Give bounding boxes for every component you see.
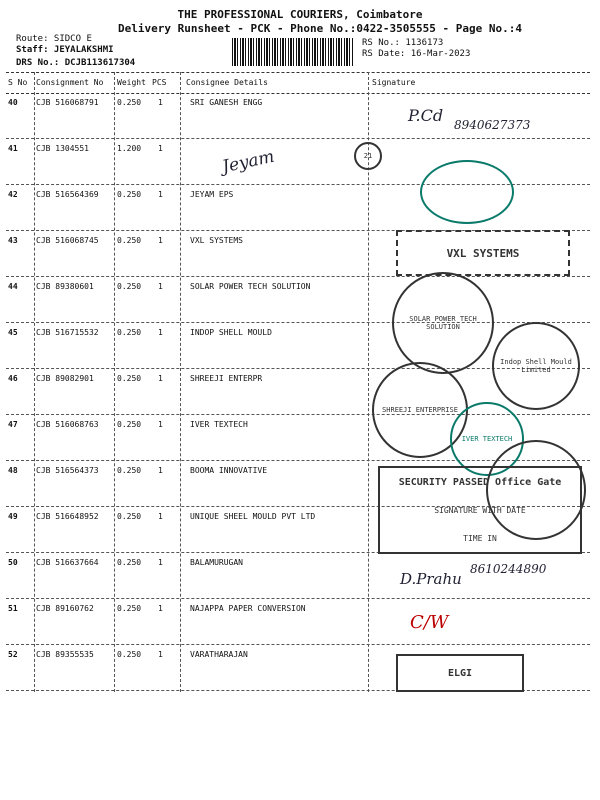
row-consignment: CJB 89082901 <box>36 374 94 383</box>
shreeji-stamp-text: SHREEJI ENTERPRISE <box>382 406 458 414</box>
row-consignee: IVER TEXTECH <box>190 420 248 429</box>
row-pcs: 1 <box>158 374 163 383</box>
row-consignee: SHREEJI ENTERPR <box>190 374 263 383</box>
row-weight: 1.200 <box>117 144 142 153</box>
row-pcs: 1 <box>158 558 163 567</box>
row-consignment: CJB 516715532 <box>36 328 99 337</box>
row-sno: 40 <box>8 98 18 107</box>
row-pcs: 1 <box>158 98 163 107</box>
row-sno: 41 <box>8 144 18 153</box>
table-row <box>6 598 590 645</box>
company-title: THE PROFESSIONAL COURIERS, Coimbatore <box>177 8 423 21</box>
row-sno: 51 <box>8 604 18 613</box>
row-consignee: BOOMA INNOVATIVE <box>190 466 268 475</box>
row-weight: 0.250 <box>117 190 142 199</box>
row-consignment: CJB 516068791 <box>36 98 99 107</box>
elgi-stamp-text: ELGI <box>447 667 473 679</box>
row-weight: 0.250 <box>117 420 142 429</box>
row-weight: 0.250 <box>117 98 142 107</box>
runsheet-title: Delivery Runsheet - PCK - Phone No.:0422-3505555 - Page No.:4 <box>118 22 522 35</box>
row-pcs: 1 <box>158 604 163 613</box>
elgi-stamp <box>396 654 524 692</box>
indop-stamp-text: Indop Shell Mould Limited <box>500 358 572 374</box>
row-weight: 0.250 <box>117 282 142 291</box>
security-stamp-title: SECURITY PASSED Office Gate <box>398 477 562 489</box>
row-consignment: CJB 89160762 <box>36 604 94 613</box>
security-stamp-signature: SIGNATURE WITH DATE <box>434 506 526 516</box>
row-sno: 49 <box>8 512 18 521</box>
row-consignee: NAJAPPA PAPER CONVERSION <box>190 604 306 613</box>
row-consignee: INDOP SHELL MOULD <box>190 328 272 337</box>
row-consignee: VARATHARAJAN <box>190 650 248 659</box>
col-consignment: Consignment No <box>36 78 104 87</box>
drs-label: DRS No.: DCJB113617304 <box>16 58 136 68</box>
handwritten-name-41: Jeyam <box>220 146 277 178</box>
row-consignment: CJB 516068745 <box>36 236 99 245</box>
row-pcs: 1 <box>158 236 163 245</box>
row-weight: 0.250 <box>117 328 142 337</box>
phone-50: 8610244890 <box>470 562 547 576</box>
row-consignee: VXL SYSTEMS <box>190 236 243 245</box>
route-label: Route: SIDCO E <box>16 34 92 44</box>
col-weight: Weight <box>117 78 146 87</box>
row-sno: 44 <box>8 282 18 291</box>
row-pcs: 1 <box>158 144 163 153</box>
barcode <box>232 38 354 66</box>
row-sno: 50 <box>8 558 18 567</box>
col-signature: Signature <box>372 78 416 87</box>
seal-42 <box>420 160 514 224</box>
row-weight: 0.250 <box>117 374 142 383</box>
row-sno: 42 <box>8 190 18 199</box>
row-consignee: BALAMURUGAN <box>190 558 243 567</box>
row-sno: 47 <box>8 420 18 429</box>
row-sno: 48 <box>8 466 18 475</box>
rs-date: RS Date: 16-Mar-2023 <box>362 49 471 59</box>
col-sno: S No <box>8 78 28 87</box>
iver-stamp-text: IVER TEXTECH <box>461 435 513 443</box>
row-consignee: SRI GANESH ENGG <box>190 98 263 107</box>
row-sno: 52 <box>8 650 18 659</box>
row-pcs: 1 <box>158 328 163 337</box>
vxl-stamp <box>396 230 570 276</box>
solar-stamp <box>392 272 494 374</box>
row-consignee: JEYAM EPS <box>190 190 234 199</box>
col-pcs: PCS <box>152 78 167 87</box>
table-header <box>6 72 590 94</box>
row-pcs: 1 <box>158 190 163 199</box>
security-round-seal <box>486 440 586 540</box>
row-sno: 45 <box>8 328 18 337</box>
indop-stamp <box>492 322 580 410</box>
signature-50: D.Prahu <box>400 570 462 588</box>
table-row <box>6 276 590 323</box>
row-pcs: 1 <box>158 420 163 429</box>
col-details: Consignee Details <box>186 78 268 87</box>
row-consignment: CJB 516648952 <box>36 512 99 521</box>
vxl-stamp-text: VXL SYSTEMS <box>446 246 520 260</box>
row-weight: 0.250 <box>117 558 142 567</box>
row-consignee: UNIQUE SHEEL MOULD PVT LTD <box>190 512 316 521</box>
row-sno: 46 <box>8 374 18 383</box>
row-weight: 0.250 <box>117 466 142 475</box>
row-pcs: 1 <box>158 650 163 659</box>
row-consignment: CJB 1304551 <box>36 144 89 153</box>
row-consignee: SOLAR POWER TECH SOLUTION <box>190 282 311 291</box>
row-consignment: CJB 516564373 <box>36 466 99 475</box>
row-consignment: CJB 516564369 <box>36 190 99 199</box>
row-weight: 0.250 <box>117 650 142 659</box>
row-consignment: CJB 89355535 <box>36 650 94 659</box>
circle-mark-41: 21 <box>354 142 382 170</box>
phone-40: 8940627373 <box>454 118 531 132</box>
row-weight: 0.250 <box>117 512 142 521</box>
row-weight: 0.250 <box>117 604 142 613</box>
row-pcs: 1 <box>158 466 163 475</box>
row-consignment: CJB 516068763 <box>36 420 99 429</box>
signature-40: P.Cd <box>408 106 444 125</box>
solar-stamp-text: SOLAR POWER TECH SOLUTION <box>409 315 477 331</box>
row-weight: 0.250 <box>117 236 142 245</box>
row-pcs: 1 <box>158 282 163 291</box>
row-sno: 43 <box>8 236 18 245</box>
row-pcs: 1 <box>158 512 163 521</box>
security-stamp-time: TIME IN <box>463 533 497 543</box>
rs-number: RS No.: 1136173 <box>362 38 444 48</box>
row-consignment: CJB 516637664 <box>36 558 99 567</box>
signature-51: C/W <box>410 612 449 633</box>
staff-label: Staff: JEYALAKSHMI <box>16 45 114 55</box>
row-consignment: CJB 89380601 <box>36 282 94 291</box>
